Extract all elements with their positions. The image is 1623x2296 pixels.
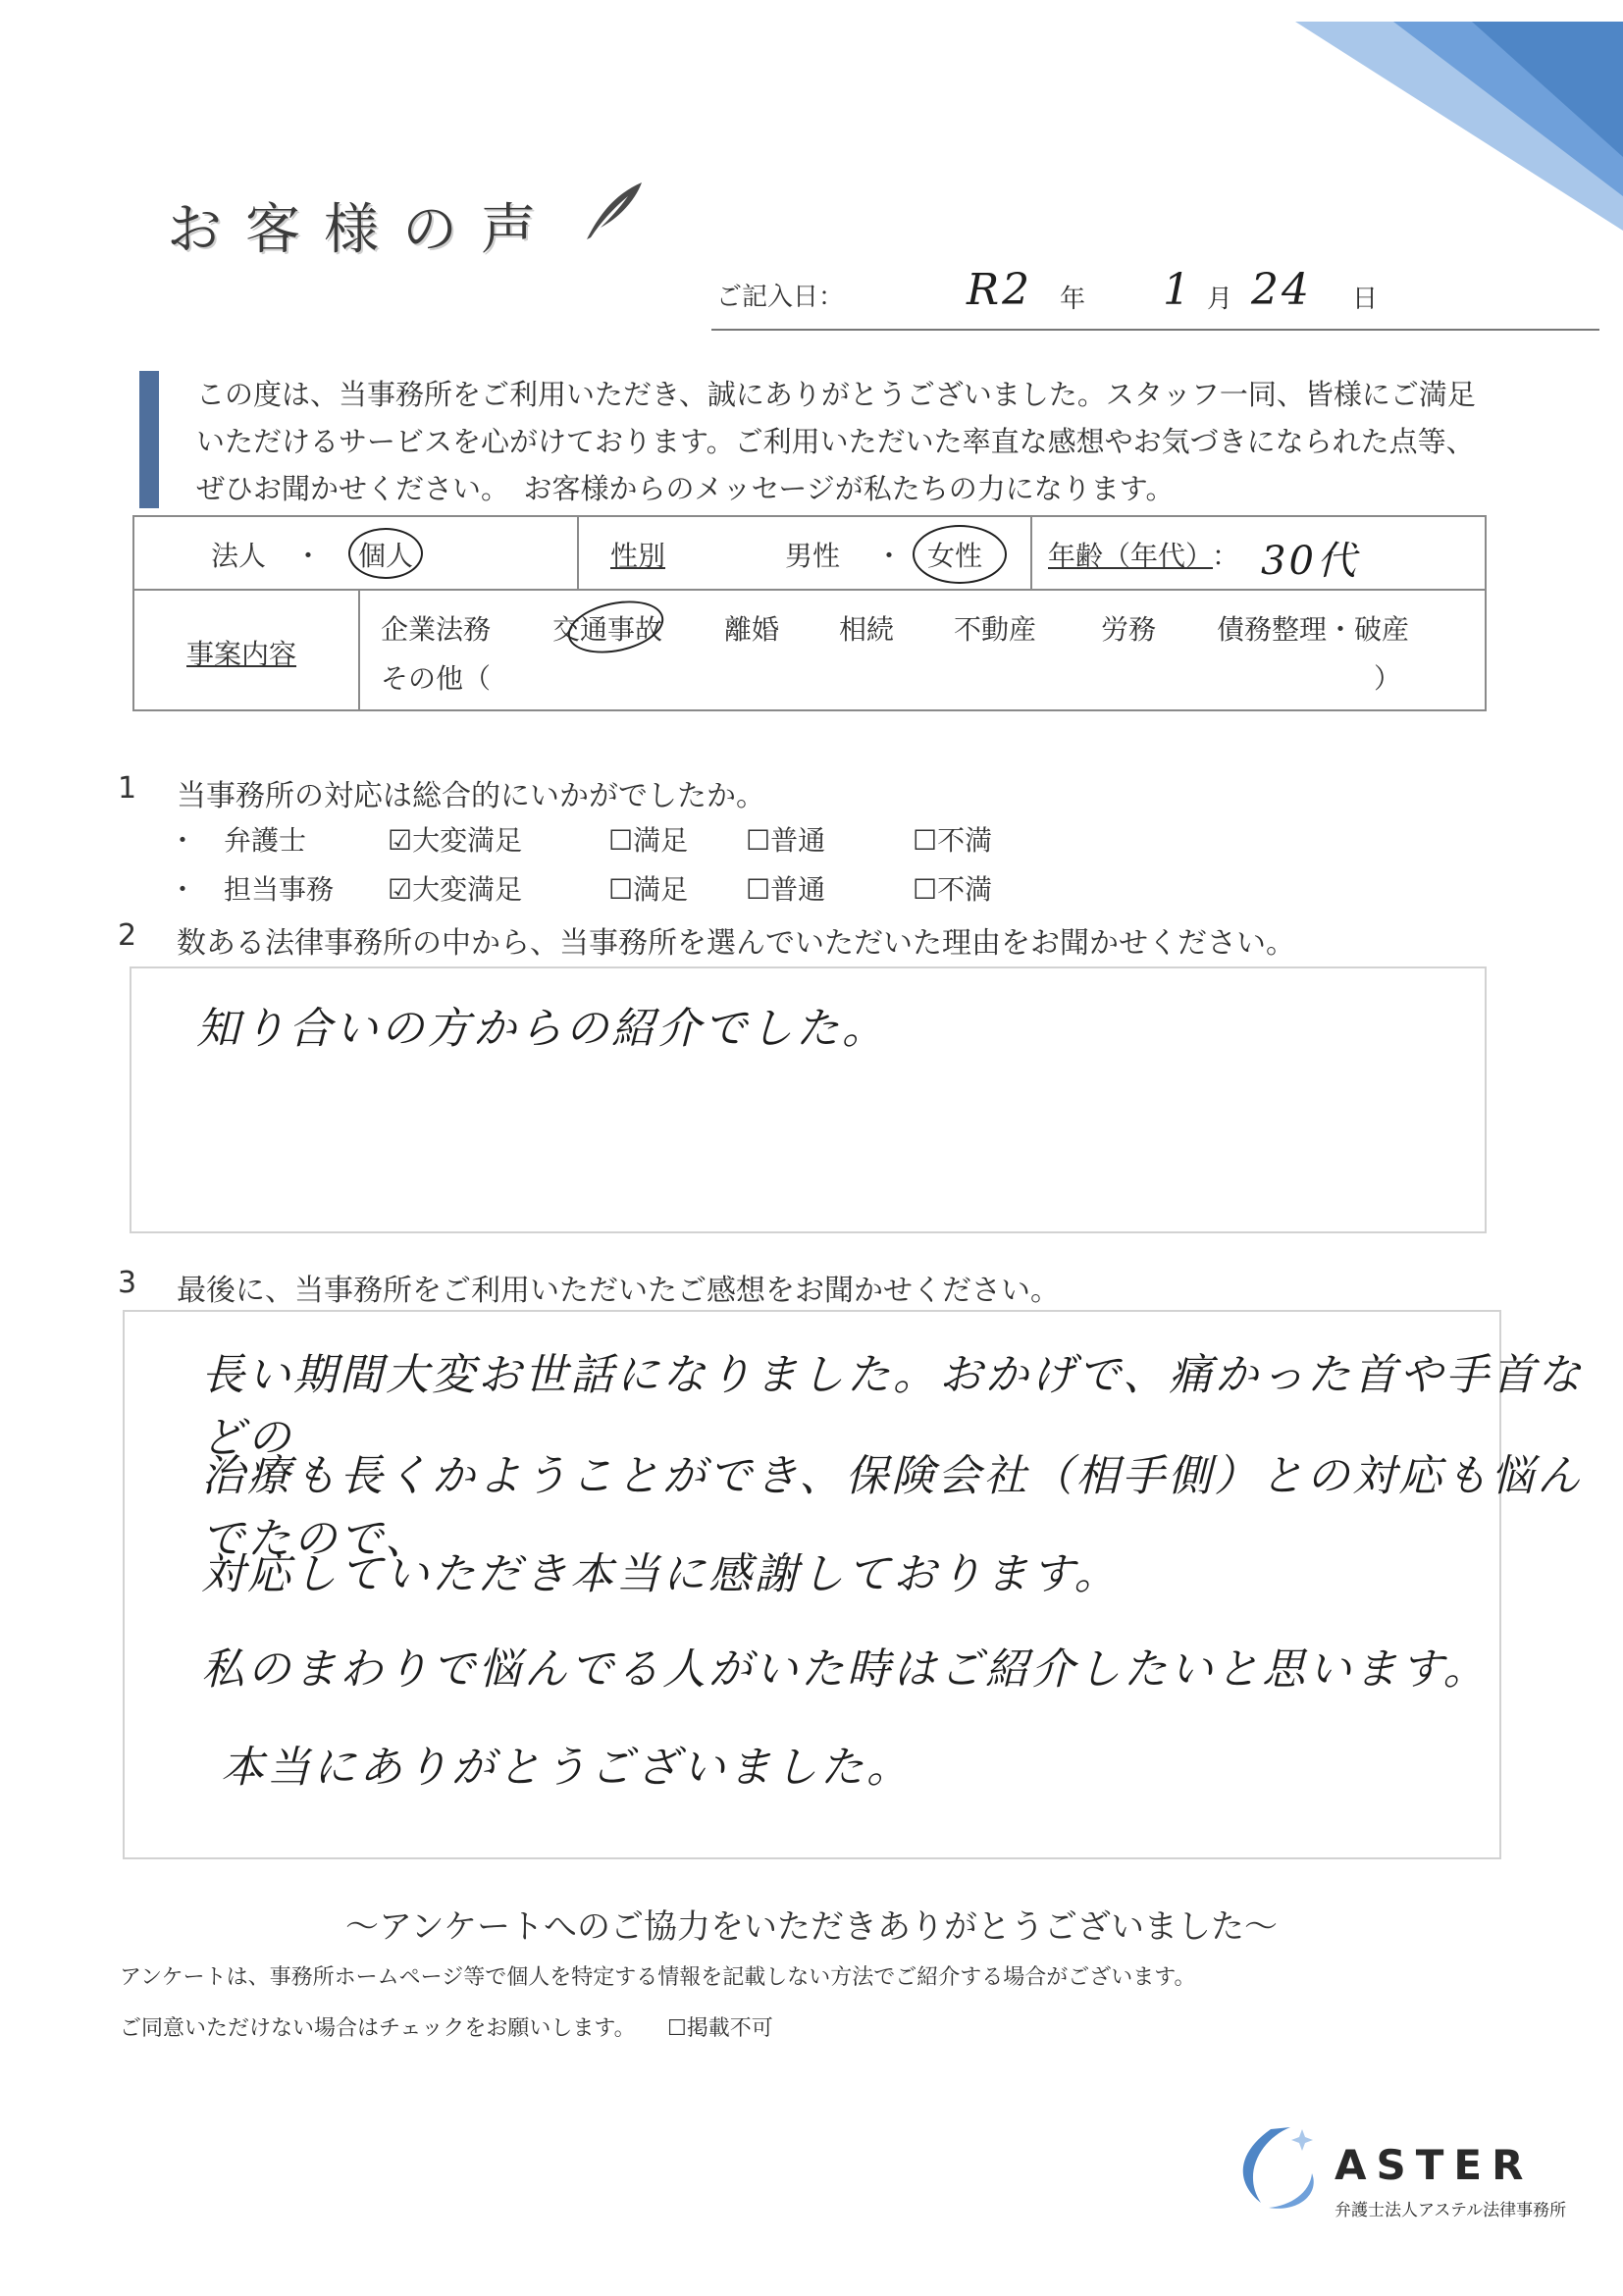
question-text: 数ある法律事務所の中から、当事務所を選んでいただいた理由をお聞かせください。	[177, 926, 1295, 961]
matter-item[interactable]: 債務整理・破産	[1217, 613, 1410, 646]
intro-accent-bar	[139, 371, 159, 508]
checkbox-option[interactable]: ☐不満	[913, 824, 993, 857]
year-unit: 年	[1060, 285, 1086, 314]
answer-line: 長い期間大変お世話になりました。おかげで、痛かった首や手首などの	[201, 1350, 1585, 1463]
selection-circle	[913, 525, 1007, 584]
question-number: 1	[118, 771, 137, 806]
date-label: ご記入日：	[716, 283, 845, 312]
table-divider	[132, 589, 1487, 591]
table-divider	[577, 515, 579, 590]
checkbox-option[interactable]: ☐満足	[608, 824, 689, 857]
matter-item[interactable]: 離婚	[724, 613, 780, 646]
matter-item[interactable]: 企業法務	[381, 613, 492, 646]
logo-name: ASTER	[1335, 2141, 1534, 2189]
checkbox-option[interactable]: ☐満足	[608, 873, 689, 906]
consent-note: ご同意いただけない場合はチェックをお願いします。	[120, 2016, 636, 2041]
no-publish-checkbox[interactable]: ☐掲載不可	[667, 2016, 773, 2041]
matter-item[interactable]: 交通事故	[552, 613, 663, 646]
date-day-value: 24	[1251, 265, 1312, 315]
intro-line: ぜひお聞かせください。 お客様からのメッセージが私たちの力になります。	[196, 472, 1175, 505]
matter-item[interactable]: 労務	[1101, 613, 1157, 646]
question-text: 当事務所の対応は総合的にいかがでしたか。	[177, 779, 765, 813]
female-option[interactable]: 女性	[927, 540, 983, 572]
question-number: 2	[118, 918, 137, 953]
male-option[interactable]: 男性	[785, 540, 841, 572]
disclosure-note: アンケートは、事務所ホームページ等で個人を特定する情報を記載しない方法でご紹介する場合がございます。	[120, 1965, 1196, 1990]
age-value: 30代	[1261, 539, 1359, 584]
other-close: ）	[1374, 662, 1402, 695]
date-month-value: 1	[1163, 265, 1193, 315]
row-label: 弁護士	[224, 824, 307, 857]
answer-line: 対応していただき本当に感謝しております。	[201, 1549, 1121, 1599]
page-title: お客様の声	[167, 198, 559, 262]
thanks-message: ～アンケートへのご協力をいただきありがとうございました～	[345, 1907, 1278, 1947]
intro-line: いただけるサービスを心がけております。ご利用いただいた率直な感想やお気づきになられた点等、	[196, 425, 1475, 458]
table-divider	[1030, 515, 1032, 590]
gender-label: 性別	[610, 540, 666, 572]
intro-line: この度は、当事務所をご利用いただき、誠にありがとうございました。スタッフ一同、皆様にご満足	[196, 378, 1476, 411]
age-label: 年齢（年代）	[1048, 540, 1214, 572]
intro-text	[196, 371, 1531, 512]
age-colon: ：	[1212, 540, 1240, 572]
date-year-value: R2	[967, 265, 1033, 315]
separator-dot: ・	[294, 540, 323, 572]
date-underline	[711, 265, 1599, 331]
checkbox-option[interactable]: ☑大変満足	[388, 824, 523, 857]
corner-decoration	[1276, 0, 1623, 235]
bullet: ・	[169, 873, 197, 906]
answer-text: 知り合いの方からの紹介でした。	[196, 1004, 888, 1054]
answer-line: 治療も長くかようことができ、保険会社（相手側）との対応も悩んでたので、	[201, 1451, 1584, 1564]
question-number: 3	[118, 1266, 137, 1300]
answer-line: 私のまわりで悩んでる人がいた時はご紹介したいと思います。	[201, 1644, 1490, 1695]
corporate-option[interactable]: 法人	[211, 540, 267, 572]
day-unit: 日	[1352, 285, 1379, 314]
matter-item[interactable]: 不動産	[954, 613, 1037, 646]
separator-dot: ・	[875, 540, 904, 572]
other-item[interactable]: その他（	[381, 662, 492, 695]
checkbox-option[interactable]: ☐普通	[746, 873, 826, 906]
feather-pen-icon	[579, 177, 648, 245]
bullet: ・	[169, 824, 197, 857]
matter-item[interactable]: 相続	[839, 613, 895, 646]
individual-option[interactable]: 個人	[358, 540, 414, 572]
table-divider	[358, 589, 360, 711]
aster-logo-icon	[1222, 2119, 1330, 2218]
selection-circle	[348, 528, 423, 579]
answer-line: 本当にありがとうございました。	[221, 1743, 913, 1793]
logo-subtitle: 弁護士法人アステル法律事務所	[1335, 2201, 1567, 2220]
matters-label: 事案内容	[186, 638, 297, 670]
month-unit: 月	[1207, 285, 1233, 314]
checkbox-option[interactable]: ☐普通	[746, 824, 826, 857]
question-text: 最後に、当事務所をご利用いただいたご感想をお聞かせください。	[177, 1274, 1060, 1308]
row-label: 担当事務	[224, 873, 335, 906]
checkbox-option[interactable]: ☐不満	[913, 873, 993, 906]
checkbox-option[interactable]: ☑大変満足	[388, 873, 523, 906]
